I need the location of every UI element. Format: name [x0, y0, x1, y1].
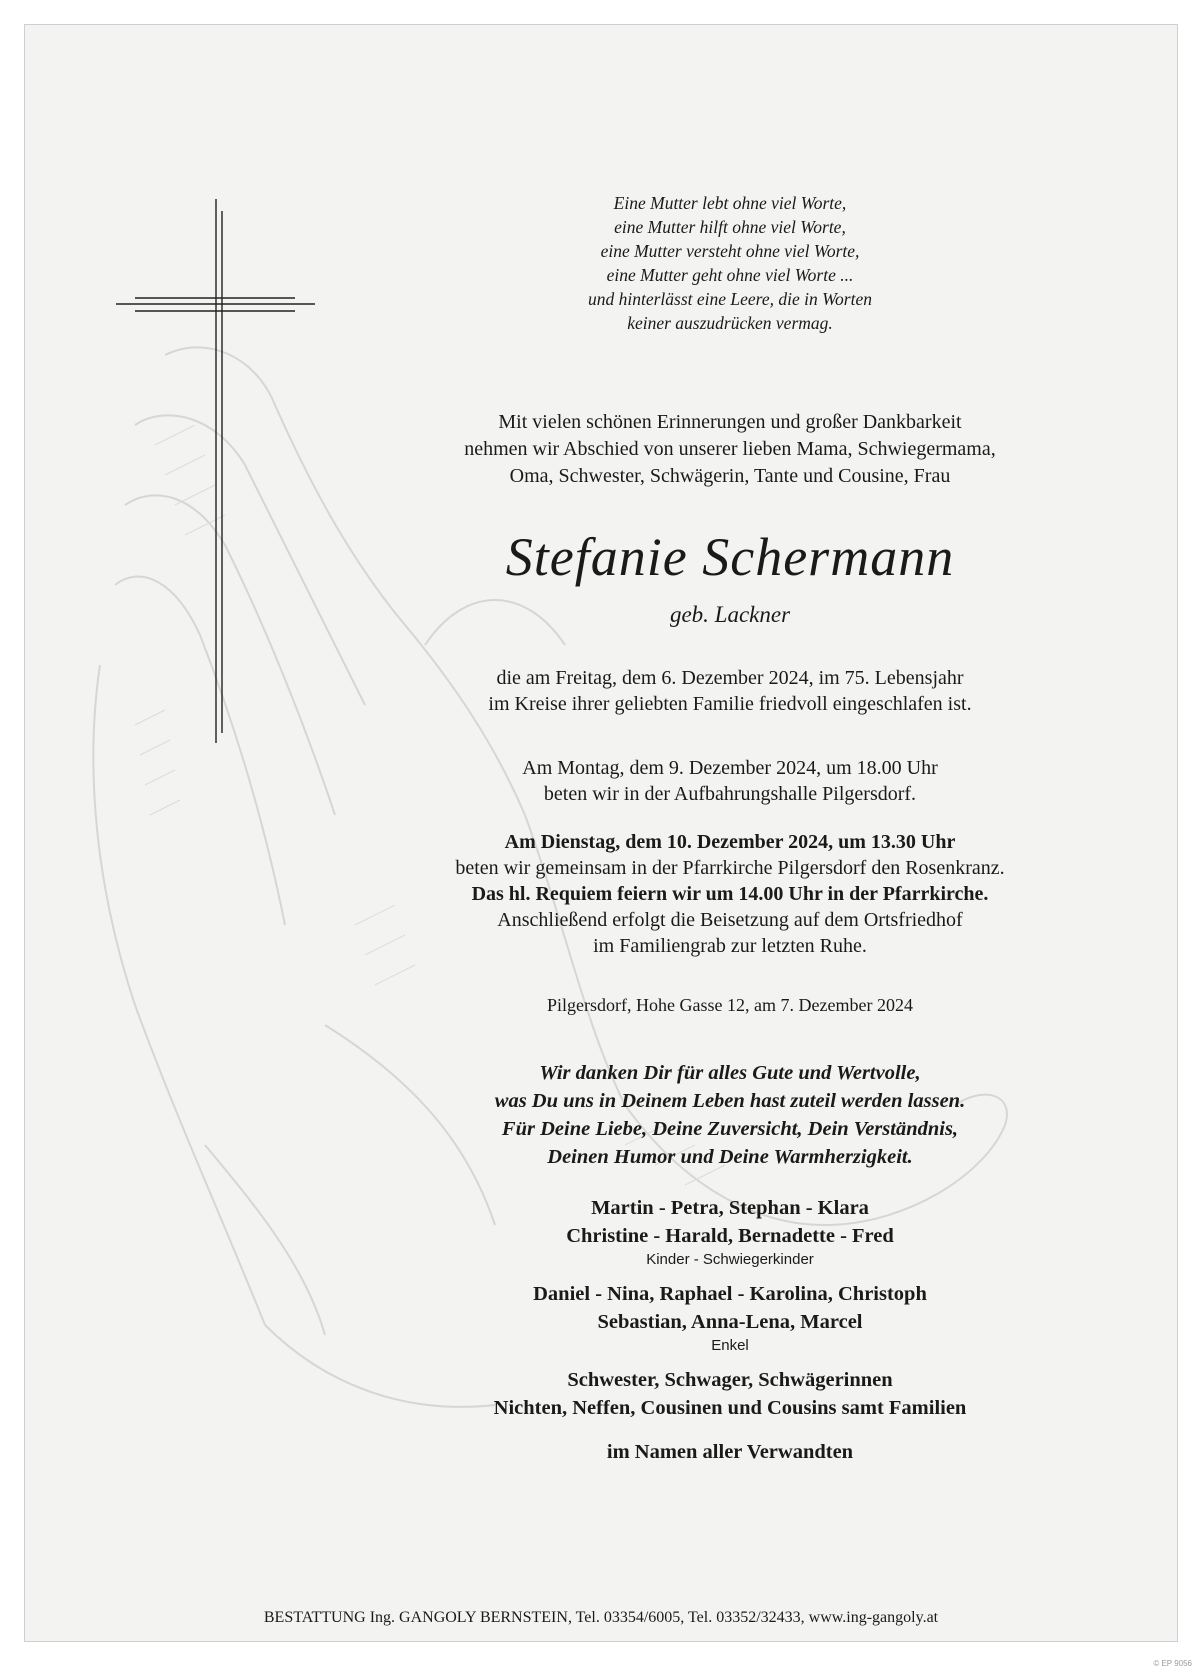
burial-text: im Familiengrab zur letzten Ruhe.	[593, 935, 867, 957]
monday-heading: Am Montag, dem 9. Dezember 2024, um 18.00 Uhr	[522, 757, 938, 779]
thanks-line: Für Deine Liebe, Deine Zuversicht, Dein Verständnis,	[501, 1118, 959, 1140]
grandchildren-names: Sebastian, Anna-Lena, Marcel	[597, 1311, 863, 1333]
poem	[295, 191, 1165, 335]
obituary-sheet	[24, 24, 1178, 1642]
death-notice	[295, 665, 1165, 717]
funeral-home-footer: BESTATTUNG Ing. GANGOLY BERNSTEIN, Tel. 03354/6005, Tel. 03352/32433, www.ing-gangoly.at	[263, 1609, 939, 1626]
poem-line: eine Mutter hilft ohne viel Worte,	[614, 217, 846, 237]
requiem-text: Das hl. Requiem feiern wir um 14.00 Uhr in der Pfarrkirche.	[471, 883, 989, 905]
intro-line: Mit vielen schönen Erinnerungen und großer Dankbarkeit	[498, 411, 962, 433]
thanks-line: Deinen Humor und Deine Warmherzigkeit.	[547, 1146, 913, 1168]
death-notice-line: im Kreise ihrer geliebten Familie friedvoll eingeschlafen ist.	[488, 693, 972, 715]
poem-line: keiner auszudrücken vermag.	[627, 313, 833, 333]
children-names: Martin - Petra, Stephan - Klara	[591, 1197, 869, 1219]
poem-line: eine Mutter geht ohne viel Worte ...	[606, 265, 854, 285]
poem-line: Eine Mutter lebt ohne viel Worte,	[613, 193, 847, 213]
thanks-line: Wir danken Dir für alles Gute und Wertvolle,	[539, 1062, 921, 1084]
monday-prayer	[295, 755, 1165, 807]
poem-line: eine Mutter versteht ohne viel Worte,	[600, 241, 860, 261]
intro-line: Oma, Schwester, Schwägerin, Tante und Cousine, Frau	[509, 465, 951, 487]
relatives-names: Schwester, Schwager, Schwägerinnen	[567, 1369, 893, 1391]
maiden-name: geb. Lackner	[669, 602, 791, 627]
intro-text	[295, 409, 1165, 490]
deceased-name: Stefanie Schermann	[505, 527, 955, 587]
grandchildren-label: Enkel	[711, 1337, 749, 1354]
children-label: Kinder - Schwiegerkinder	[646, 1251, 814, 1268]
relatives-names: Nichten, Neffen, Cousinen und Cousins samt Familien	[493, 1397, 967, 1419]
death-notice-line: die am Freitag, dem 6. Dezember 2024, im 75. Lebensjahr	[496, 667, 964, 689]
place-date: Pilgersdorf, Hohe Gasse 12, am 7. Dezember 2024	[547, 995, 913, 1015]
tuesday-text: beten wir gemeinsam in der Pfarrkirche Pilgersdorf den Rosenkranz.	[455, 857, 1005, 879]
thanks-line: was Du uns in Deinem Leben hast zuteil werden lassen.	[494, 1090, 966, 1112]
reference-number: © EP 9056	[1153, 1659, 1192, 1668]
poem-line: und hinterlässt eine Leere, die in Worten	[587, 289, 873, 309]
monday-text: beten wir in der Aufbahrungshalle Pilgersdorf.	[543, 783, 917, 805]
intro-line: nehmen wir Abschied von unserer lieben Mama, Schwiegermama,	[464, 438, 996, 460]
tuesday-heading: Am Dienstag, dem 10. Dezember 2024, um 13.30 Uhr	[504, 831, 956, 853]
closing-line: im Namen aller Verwandten	[606, 1441, 854, 1463]
children-names: Christine - Harald, Bernadette - Fred	[566, 1225, 894, 1247]
thanks-text	[295, 1059, 1165, 1171]
burial-text: Anschließend erfolgt die Beisetzung auf dem Ortsfriedhof	[497, 909, 963, 931]
tuesday-service	[295, 829, 1165, 959]
grandchildren-names: Daniel - Nina, Raphael - Karolina, Christoph	[533, 1283, 927, 1305]
family-mourners	[295, 1194, 1165, 1466]
